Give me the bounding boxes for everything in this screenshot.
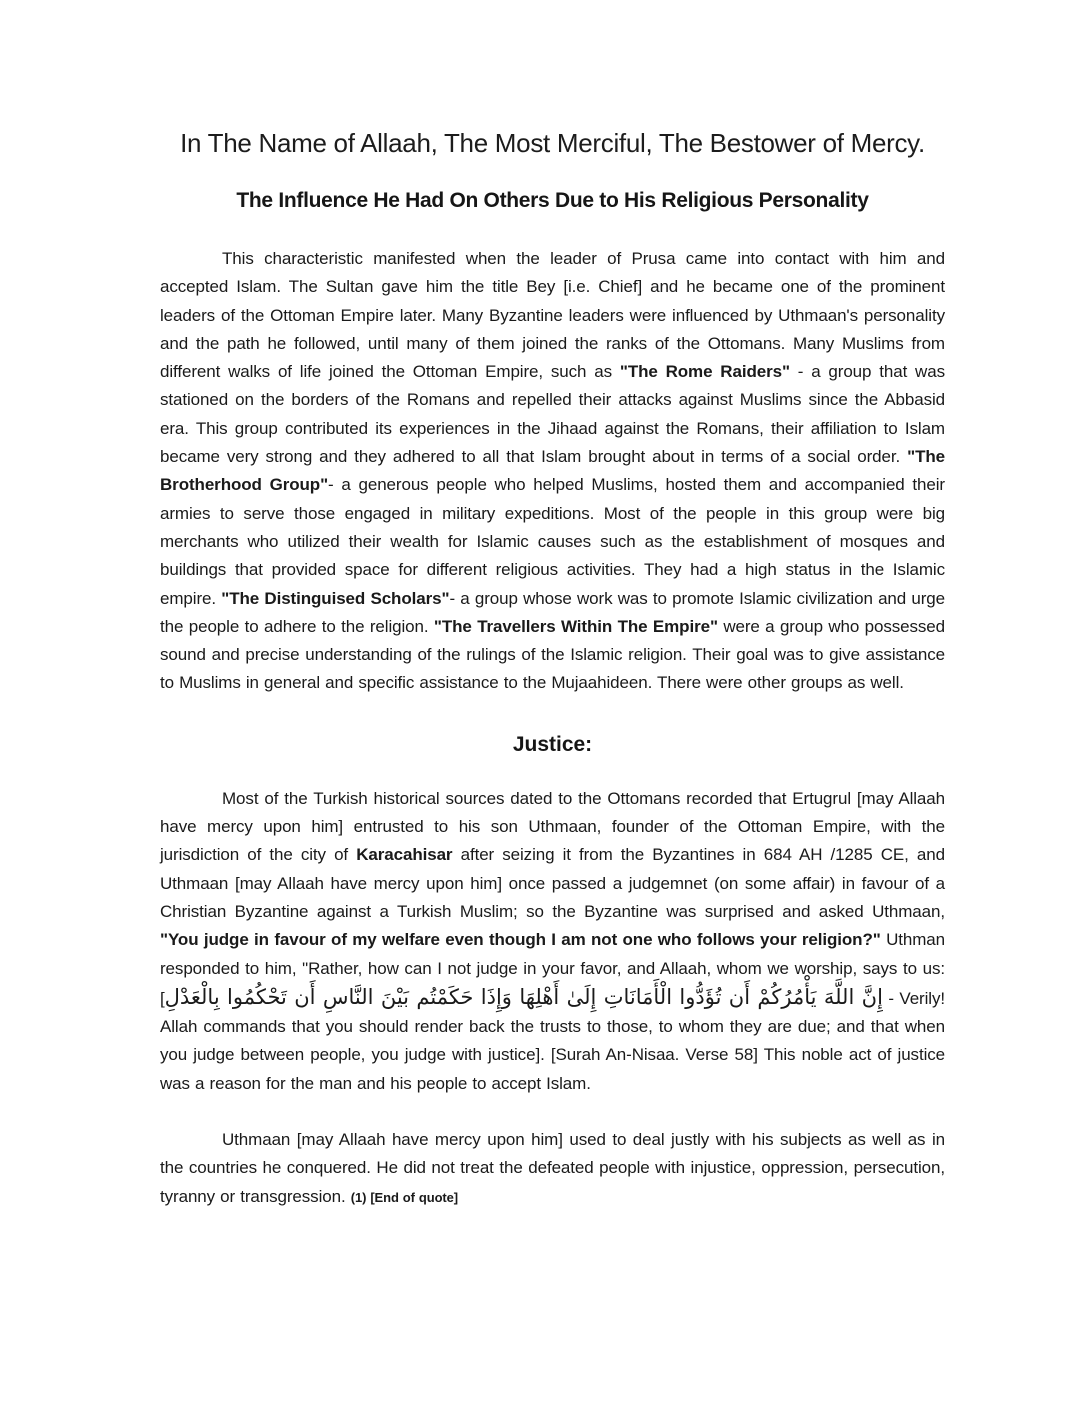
text-segment: - a group that was stationed on the borders of the Romans and repelled their attacks against Muslims since the Abbasid era. This group contributed its experiences in the Jihaad against the Romans, their affiliation to Islam became very strong and they adhered to all that Islam brought about in terms of a social order. xyxy=(160,362,945,467)
emphasized-text-segment: "The Rome Raiders" xyxy=(619,362,790,382)
emphasized-text-segment: "The Brotherhood Group" xyxy=(160,447,945,495)
text-segment: - a generous people who helped Muslims, hosted them and accompanied their armies to serve those engaged in military expeditions. Most of the people in this group were big merchants who utilized their wealth for Islamic causes such as the establishment of mosques and buildings that provided space for different religious activities. They had a high status in the Islamic empire. xyxy=(160,475,945,608)
emphasized-text-segment: "The Distinguised Scholars" xyxy=(221,588,450,608)
paragraph-justice xyxy=(160,785,945,1098)
text-segment: after seizing it from the Byzantines in 684 AH /1285 CE, and Uthmaan [may Allaah have mercy upon him] once passed a judgemnet (on some affair) in favour of a Christian Byzantine against a Turkish Muslim; so the Byzantine was surprised and asked Uthmaan, xyxy=(160,845,945,921)
bismillah-title: In The Name of Allaah, The Most Merciful, The Bestower of Mercy. xyxy=(180,128,925,158)
paragraph-conclusion xyxy=(160,1126,945,1212)
text-segment: - a group whose work was to promote Islamic civilization and urge the people to adhere to the religion. xyxy=(160,588,946,636)
text-segment: Uthmaan [may Allaah have mercy upon him] used to deal justly with his subjects as well as in the countries he conquered. He did not treat the defeated people with injustice, oppression, persecution, tyranny or transgression. xyxy=(160,1130,945,1206)
paragraph-influence xyxy=(160,245,945,698)
text-segment: were a group who possessed sound and precise understanding of the rulings of the Islamic religion. Their goal was to give assistance to Muslims in general and specific assistance to the Mujaahideen. There were other groups as well. xyxy=(160,616,946,693)
justice-section-heading: Justice: xyxy=(512,732,593,756)
emphasized-text-segment: Karacahisar xyxy=(356,845,453,865)
text-segment: Most of the Turkish historical sources dated to the Ottomans recorded that Ertugrul [may Allaah have mercy upon him] entrusted to his son Uthmaan, founder of the Ottoman Empire, with the jurisdiction of the city of xyxy=(160,788,945,865)
influence-section-subtitle: The Influence He Had On Others Due to His Religious Personality xyxy=(236,189,869,212)
emphasized-text-segment: (1) [End of quote] xyxy=(350,1189,459,1205)
arabic-quran-verse: إِنَّ اللَّهَ يَأْمُرُكُمْ أَن تُؤَدُّوا الْأَمَانَاتِ إِلَىٰ أَهْلِهَا وَإِذَا حَكَمْتُم بَيْنَ النَّاسِ أَن تَحْكُمُوا بِالْعَدْلِ xyxy=(164,984,883,1009)
text-segment: Uthman responded to him, "Rather, how can I not judge in your favor, and Allaah, whom we worship, says to us: [ xyxy=(160,930,945,1008)
emphasized-text-segment: "The Travellers Within The Empire" xyxy=(433,616,718,636)
text-segment: This characteristic manifested when the leader of Prusa came into contact with him and accepted Islam. The Sultan gave him the title Bey [i.e. Chief] and he became one of the prominent leaders of the Ottoman Empire later. Many Byzantine leaders were influenced by Uthmaan's personality and the path he followed, until many of them joined the ranks of the Ottomans. Many Muslims from different walks of life joined the Ottoman Empire, such as xyxy=(160,249,945,382)
text-segment: - Verily! Allah commands that you should render back the trusts to those, to whom they are due; and that when you judge between people, you judge with justice]. [Surah An-Nisaa. Verse 58] This noble act of justice was a reason for the man and his people to accept Islam. xyxy=(160,988,945,1093)
emphasized-text-segment: "You judge in favour of my welfare even though I am not one who follows your religion?" xyxy=(160,930,881,950)
